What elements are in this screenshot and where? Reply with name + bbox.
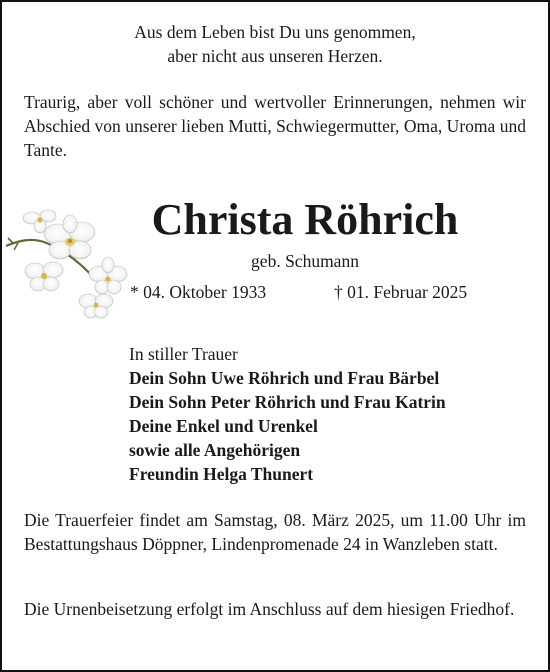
motto-line-2: aber nicht aus unseren Herzen.	[167, 46, 383, 66]
mourner-line: Dein Sohn Peter Röhrich und Frau Katrin	[129, 392, 446, 412]
deceased-name: Christa Röhrich	[151, 195, 459, 244]
motto-line-1: Aus dem Leben bist Du uns genommen,	[134, 22, 416, 42]
mourner-line: Dein Sohn Uwe Röhrich und Frau Bärbel	[129, 368, 440, 388]
maiden-name: geb. Schumann	[251, 251, 359, 271]
death-date: † 01. Februar 2025	[334, 282, 468, 302]
mourners-lead: In stiller Trauer	[129, 344, 238, 364]
intro-text: Traurig, aber voll schöner und wertvoller Erinnerungen, nehmen wir Abschied von unserer lieben Mutti, Schwiegermutter, Oma, Uroma und Tante.	[24, 92, 526, 160]
mourner-line: sowie alle Angehörigen	[129, 440, 301, 460]
mourner-line: Deine Enkel und Urenkel	[129, 416, 318, 436]
burial-announcement: Die Urnenbeisetzung erfolgt im Anschluss auf dem hiesigen Friedhof.	[24, 599, 515, 619]
orchid-icon	[4, 208, 130, 324]
birth-date: * 04. Oktober 1933	[130, 282, 267, 302]
mourners-block	[129, 342, 529, 486]
mourner-line: Freundin Helga Thunert	[129, 464, 314, 484]
motto	[0, 20, 550, 68]
service-announcement: Die Trauerfeier findet am Samstag, 08. März 2025, um 11.00 Uhr im Bestattungshaus Döppner, Lindenpromenade 24 in Wanzleben statt.	[24, 510, 526, 554]
